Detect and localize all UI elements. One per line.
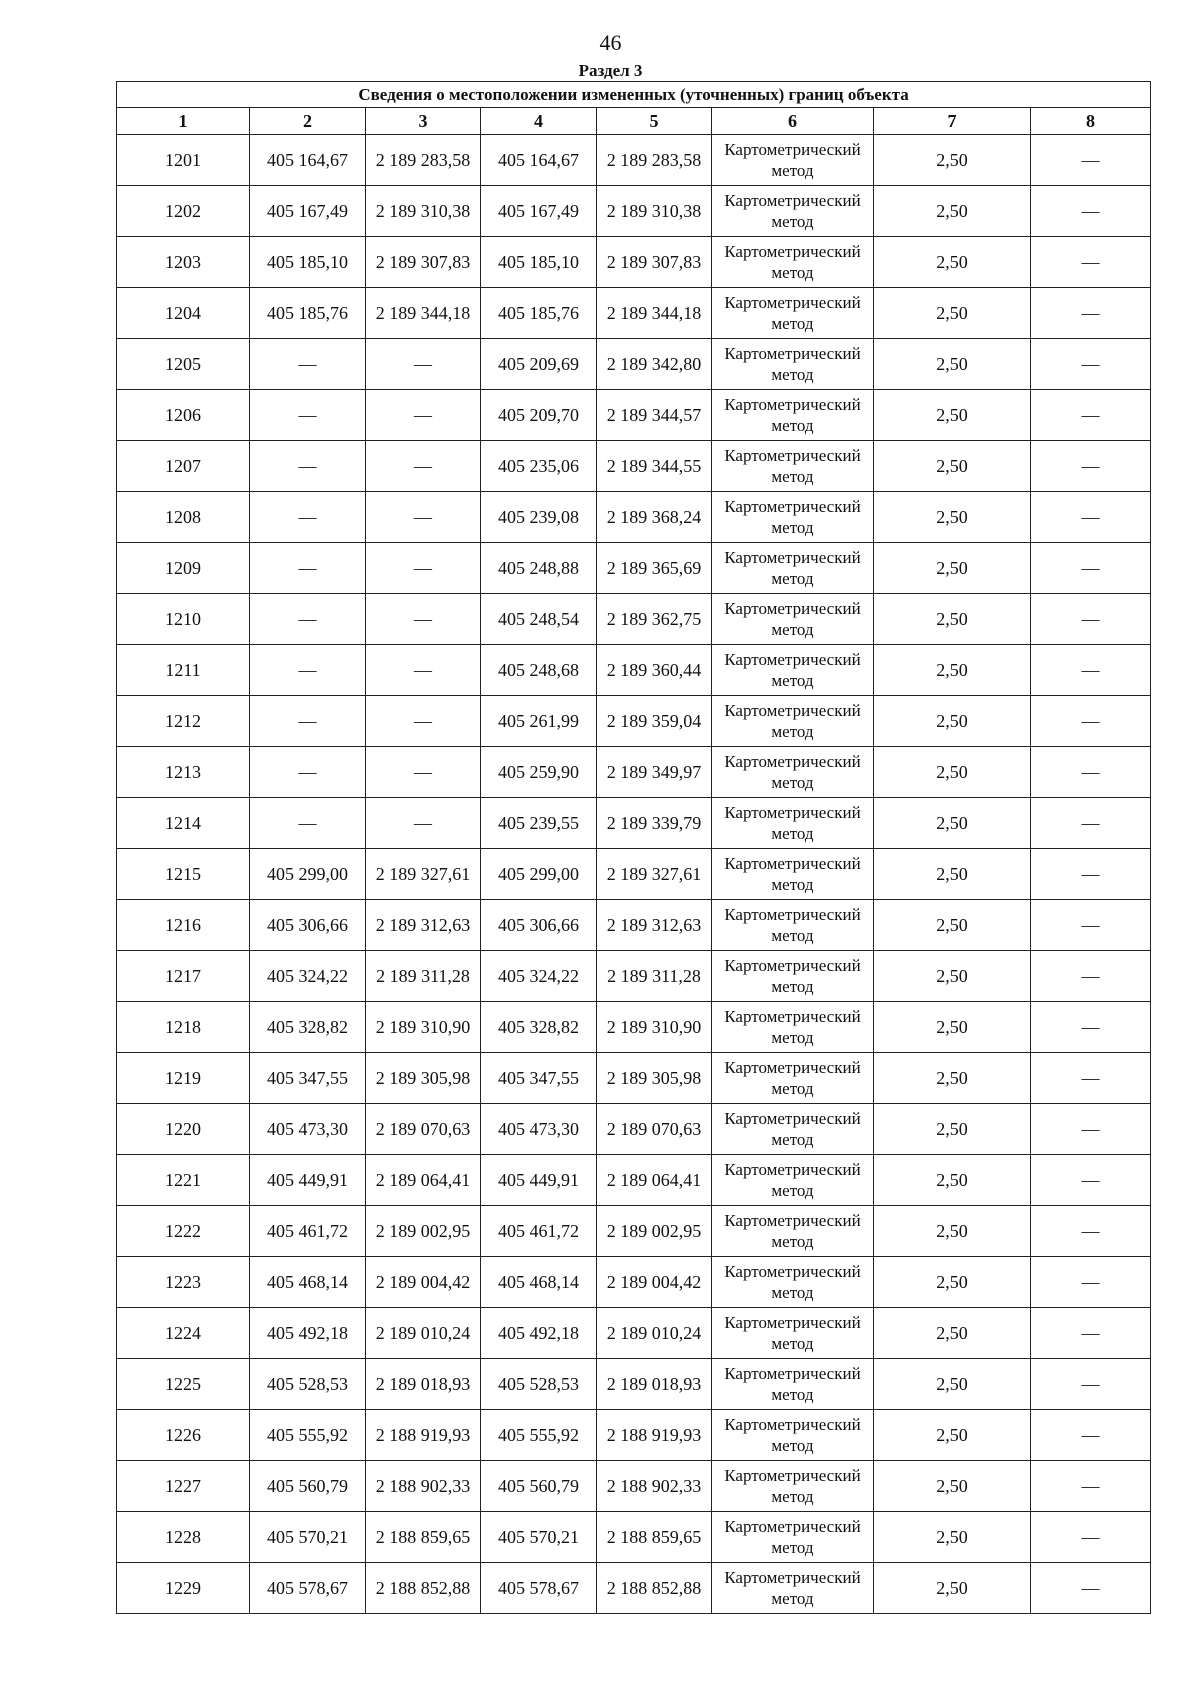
existing-y-cell: 2 189 311,28: [366, 951, 481, 1002]
description-cell: —: [1031, 1053, 1151, 1104]
refined-x-cell: 405 328,82: [481, 1002, 597, 1053]
description-cell: —: [1031, 747, 1151, 798]
existing-y-cell: 2 189 070,63: [366, 1104, 481, 1155]
existing-y-cell: 2 189 004,42: [366, 1257, 481, 1308]
description-cell: —: [1031, 594, 1151, 645]
existing-x-cell: —: [250, 747, 366, 798]
existing-x-cell: 405 324,22: [250, 951, 366, 1002]
table-row: [117, 441, 1151, 492]
refined-x-cell: 405 555,92: [481, 1410, 597, 1461]
table-row: [117, 849, 1151, 900]
accuracy-cell: 2,50: [874, 1461, 1031, 1512]
point-number-cell: 1212: [117, 696, 250, 747]
method-cell: Картометрический метод: [712, 900, 874, 951]
accuracy-cell: 2,50: [874, 339, 1031, 390]
refined-y-cell: 2 189 018,93: [597, 1359, 712, 1410]
point-number-cell: 1205: [117, 339, 250, 390]
accuracy-cell: 2,50: [874, 1410, 1031, 1461]
description-cell: —: [1031, 288, 1151, 339]
description-cell: —: [1031, 1104, 1151, 1155]
table-row: [117, 1104, 1151, 1155]
refined-x-cell: 405 185,76: [481, 288, 597, 339]
existing-y-cell: —: [366, 390, 481, 441]
point-number-cell: 1204: [117, 288, 250, 339]
refined-x-cell: 405 299,00: [481, 849, 597, 900]
refined-x-cell: 405 306,66: [481, 900, 597, 951]
description-cell: —: [1031, 1206, 1151, 1257]
existing-x-cell: 405 473,30: [250, 1104, 366, 1155]
existing-x-cell: 405 570,21: [250, 1512, 366, 1563]
method-cell: Картометрический метод: [712, 339, 874, 390]
existing-y-cell: 2 189 310,90: [366, 1002, 481, 1053]
method-cell: Картометрический метод: [712, 747, 874, 798]
description-cell: —: [1031, 339, 1151, 390]
accuracy-cell: 2,50: [874, 1002, 1031, 1053]
description-cell: —: [1031, 1002, 1151, 1053]
accuracy-cell: 2,50: [874, 1257, 1031, 1308]
point-number-cell: 1203: [117, 237, 250, 288]
table-row: [117, 798, 1151, 849]
description-cell: —: [1031, 492, 1151, 543]
refined-x-cell: 405 468,14: [481, 1257, 597, 1308]
method-cell: Картометрический метод: [712, 543, 874, 594]
existing-x-cell: —: [250, 339, 366, 390]
existing-y-cell: —: [366, 645, 481, 696]
point-number-cell: 1214: [117, 798, 250, 849]
accuracy-cell: 2,50: [874, 1359, 1031, 1410]
table-row: [117, 237, 1151, 288]
point-number-cell: 1216: [117, 900, 250, 951]
table-row: [117, 1461, 1151, 1512]
existing-y-cell: 2 188 859,65: [366, 1512, 481, 1563]
accuracy-cell: 2,50: [874, 849, 1031, 900]
accuracy-cell: 2,50: [874, 645, 1031, 696]
existing-y-cell: 2 189 283,58: [366, 135, 481, 186]
existing-y-cell: 2 188 902,33: [366, 1461, 481, 1512]
existing-y-cell: —: [366, 798, 481, 849]
column-number-header: 6: [712, 108, 874, 135]
table-caption: Сведения о местоположении измененных (уточненных) границ объекта: [117, 82, 1151, 108]
table-body: [117, 135, 1151, 1614]
description-cell: —: [1031, 1512, 1151, 1563]
point-number-cell: 1222: [117, 1206, 250, 1257]
table-row: [117, 1155, 1151, 1206]
existing-x-cell: —: [250, 696, 366, 747]
table-row: [117, 1563, 1151, 1614]
method-cell: Картометрический метод: [712, 1206, 874, 1257]
refined-y-cell: 2 189 010,24: [597, 1308, 712, 1359]
refined-x-cell: 405 185,10: [481, 237, 597, 288]
point-number-cell: 1215: [117, 849, 250, 900]
refined-x-cell: 405 164,67: [481, 135, 597, 186]
accuracy-cell: 2,50: [874, 951, 1031, 1002]
description-cell: —: [1031, 1410, 1151, 1461]
table-caption-row: [117, 82, 1151, 108]
method-cell: Картометрический метод: [712, 798, 874, 849]
point-number-cell: 1207: [117, 441, 250, 492]
table-row: [117, 135, 1151, 186]
method-cell: Картометрический метод: [712, 135, 874, 186]
point-number-cell: 1229: [117, 1563, 250, 1614]
existing-y-cell: —: [366, 594, 481, 645]
table-row: [117, 645, 1151, 696]
existing-x-cell: —: [250, 390, 366, 441]
refined-y-cell: 2 189 310,38: [597, 186, 712, 237]
accuracy-cell: 2,50: [874, 1563, 1031, 1614]
table-row: [117, 900, 1151, 951]
existing-y-cell: 2 189 327,61: [366, 849, 481, 900]
method-cell: Картометрический метод: [712, 1512, 874, 1563]
method-cell: Картометрический метод: [712, 1104, 874, 1155]
method-cell: Картометрический метод: [712, 849, 874, 900]
refined-x-cell: 405 259,90: [481, 747, 597, 798]
table-row: [117, 339, 1151, 390]
table-row: [117, 1308, 1151, 1359]
column-number-header: 4: [481, 108, 597, 135]
existing-x-cell: 405 449,91: [250, 1155, 366, 1206]
point-number-cell: 1228: [117, 1512, 250, 1563]
description-cell: —: [1031, 1155, 1151, 1206]
refined-x-cell: 405 209,69: [481, 339, 597, 390]
refined-y-cell: 2 189 344,18: [597, 288, 712, 339]
refined-x-cell: 405 528,53: [481, 1359, 597, 1410]
refined-y-cell: 2 189 310,90: [597, 1002, 712, 1053]
section-title: Раздел 3: [578, 61, 643, 80]
existing-y-cell: 2 188 919,93: [366, 1410, 481, 1461]
refined-y-cell: 2 189 311,28: [597, 951, 712, 1002]
existing-x-cell: 405 167,49: [250, 186, 366, 237]
point-number-cell: 1206: [117, 390, 250, 441]
point-number-cell: 1217: [117, 951, 250, 1002]
method-cell: Картометрический метод: [712, 288, 874, 339]
existing-y-cell: 2 189 018,93: [366, 1359, 481, 1410]
column-number-header: 8: [1031, 108, 1151, 135]
existing-x-cell: 405 299,00: [250, 849, 366, 900]
refined-y-cell: 2 189 339,79: [597, 798, 712, 849]
accuracy-cell: 2,50: [874, 186, 1031, 237]
method-cell: Картометрический метод: [712, 1563, 874, 1614]
description-cell: —: [1031, 696, 1151, 747]
refined-x-cell: 405 235,06: [481, 441, 597, 492]
method-cell: Картометрический метод: [712, 1308, 874, 1359]
existing-x-cell: 405 185,10: [250, 237, 366, 288]
column-number-header: 3: [366, 108, 481, 135]
table-row: [117, 186, 1151, 237]
method-cell: Картометрический метод: [712, 696, 874, 747]
existing-x-cell: 405 347,55: [250, 1053, 366, 1104]
refined-x-cell: 405 167,49: [481, 186, 597, 237]
existing-x-cell: —: [250, 798, 366, 849]
refined-y-cell: 2 189 064,41: [597, 1155, 712, 1206]
point-number-cell: 1219: [117, 1053, 250, 1104]
table-row: [117, 1002, 1151, 1053]
refined-x-cell: 405 473,30: [481, 1104, 597, 1155]
table-row: [117, 492, 1151, 543]
point-number-cell: 1201: [117, 135, 250, 186]
point-number-cell: 1224: [117, 1308, 250, 1359]
description-cell: —: [1031, 1308, 1151, 1359]
refined-x-cell: 405 492,18: [481, 1308, 597, 1359]
refined-x-cell: 405 449,91: [481, 1155, 597, 1206]
refined-y-cell: 2 189 004,42: [597, 1257, 712, 1308]
column-number-row: [117, 108, 1151, 135]
table-row: [117, 1512, 1151, 1563]
refined-x-cell: 405 248,54: [481, 594, 597, 645]
description-cell: —: [1031, 951, 1151, 1002]
refined-x-cell: 405 239,08: [481, 492, 597, 543]
column-number-header: 7: [874, 108, 1031, 135]
accuracy-cell: 2,50: [874, 1104, 1031, 1155]
existing-x-cell: 405 468,14: [250, 1257, 366, 1308]
refined-x-cell: 405 347,55: [481, 1053, 597, 1104]
description-cell: —: [1031, 390, 1151, 441]
description-cell: —: [1031, 543, 1151, 594]
existing-y-cell: —: [366, 441, 481, 492]
column-number-header: 2: [250, 108, 366, 135]
refined-y-cell: 2 189 344,57: [597, 390, 712, 441]
existing-x-cell: 405 164,67: [250, 135, 366, 186]
refined-y-cell: 2 189 365,69: [597, 543, 712, 594]
existing-x-cell: —: [250, 594, 366, 645]
accuracy-cell: 2,50: [874, 747, 1031, 798]
refined-y-cell: 2 188 852,88: [597, 1563, 712, 1614]
existing-x-cell: 405 560,79: [250, 1461, 366, 1512]
description-cell: —: [1031, 645, 1151, 696]
refined-y-cell: 2 189 327,61: [597, 849, 712, 900]
refined-y-cell: 2 189 305,98: [597, 1053, 712, 1104]
accuracy-cell: 2,50: [874, 1155, 1031, 1206]
existing-y-cell: 2 188 852,88: [366, 1563, 481, 1614]
accuracy-cell: 2,50: [874, 1512, 1031, 1563]
description-cell: —: [1031, 186, 1151, 237]
existing-y-cell: —: [366, 747, 481, 798]
accuracy-cell: 2,50: [874, 900, 1031, 951]
refined-y-cell: 2 189 283,58: [597, 135, 712, 186]
existing-y-cell: 2 189 305,98: [366, 1053, 481, 1104]
existing-y-cell: 2 189 312,63: [366, 900, 481, 951]
refined-y-cell: 2 189 342,80: [597, 339, 712, 390]
existing-x-cell: 405 185,76: [250, 288, 366, 339]
column-number-header: 1: [117, 108, 250, 135]
description-cell: —: [1031, 900, 1151, 951]
existing-x-cell: 405 492,18: [250, 1308, 366, 1359]
table-row: [117, 543, 1151, 594]
existing-y-cell: —: [366, 339, 481, 390]
refined-x-cell: 405 209,70: [481, 390, 597, 441]
point-number-cell: 1225: [117, 1359, 250, 1410]
accuracy-cell: 2,50: [874, 237, 1031, 288]
existing-x-cell: —: [250, 492, 366, 543]
refined-x-cell: 405 560,79: [481, 1461, 597, 1512]
description-cell: —: [1031, 1257, 1151, 1308]
refined-y-cell: 2 188 902,33: [597, 1461, 712, 1512]
method-cell: Картометрический метод: [712, 1155, 874, 1206]
method-cell: Картометрический метод: [712, 492, 874, 543]
method-cell: Картометрический метод: [712, 1053, 874, 1104]
method-cell: Картометрический метод: [712, 1461, 874, 1512]
point-number-cell: 1208: [117, 492, 250, 543]
description-cell: —: [1031, 237, 1151, 288]
boundary-coordinates-table: [116, 81, 1151, 1614]
method-cell: Картометрический метод: [712, 186, 874, 237]
point-number-cell: 1210: [117, 594, 250, 645]
accuracy-cell: 2,50: [874, 492, 1031, 543]
point-number-cell: 1213: [117, 747, 250, 798]
existing-y-cell: 2 189 002,95: [366, 1206, 481, 1257]
existing-x-cell: 405 555,92: [250, 1410, 366, 1461]
method-cell: Картометрический метод: [712, 237, 874, 288]
refined-y-cell: 2 189 359,04: [597, 696, 712, 747]
description-cell: —: [1031, 1461, 1151, 1512]
existing-y-cell: —: [366, 492, 481, 543]
refined-y-cell: 2 188 919,93: [597, 1410, 712, 1461]
point-number-cell: 1209: [117, 543, 250, 594]
point-number-cell: 1202: [117, 186, 250, 237]
existing-x-cell: 405 461,72: [250, 1206, 366, 1257]
existing-x-cell: 405 328,82: [250, 1002, 366, 1053]
refined-y-cell: 2 189 344,55: [597, 441, 712, 492]
point-number-cell: 1226: [117, 1410, 250, 1461]
method-cell: Картометрический метод: [712, 645, 874, 696]
accuracy-cell: 2,50: [874, 696, 1031, 747]
method-cell: Картометрический метод: [712, 1359, 874, 1410]
existing-y-cell: 2 189 064,41: [366, 1155, 481, 1206]
existing-x-cell: —: [250, 441, 366, 492]
existing-y-cell: 2 189 344,18: [366, 288, 481, 339]
table-row: [117, 1257, 1151, 1308]
method-cell: Картометрический метод: [712, 441, 874, 492]
description-cell: —: [1031, 441, 1151, 492]
point-number-cell: 1220: [117, 1104, 250, 1155]
accuracy-cell: 2,50: [874, 1053, 1031, 1104]
accuracy-cell: 2,50: [874, 798, 1031, 849]
refined-y-cell: 2 189 070,63: [597, 1104, 712, 1155]
accuracy-cell: 2,50: [874, 441, 1031, 492]
table-row: [117, 696, 1151, 747]
accuracy-cell: 2,50: [874, 288, 1031, 339]
table-row: [117, 390, 1151, 441]
table-row: [117, 747, 1151, 798]
method-cell: Картометрический метод: [712, 1257, 874, 1308]
existing-y-cell: —: [366, 696, 481, 747]
existing-x-cell: —: [250, 543, 366, 594]
accuracy-cell: 2,50: [874, 594, 1031, 645]
point-number-cell: 1223: [117, 1257, 250, 1308]
method-cell: Картометрический метод: [712, 951, 874, 1002]
refined-x-cell: 405 239,55: [481, 798, 597, 849]
existing-x-cell: 405 306,66: [250, 900, 366, 951]
table-row: [117, 1410, 1151, 1461]
description-cell: —: [1031, 1563, 1151, 1614]
existing-y-cell: 2 189 010,24: [366, 1308, 481, 1359]
existing-x-cell: 405 528,53: [250, 1359, 366, 1410]
table-row: [117, 1053, 1151, 1104]
refined-y-cell: 2 189 002,95: [597, 1206, 712, 1257]
accuracy-cell: 2,50: [874, 390, 1031, 441]
refined-y-cell: 2 189 349,97: [597, 747, 712, 798]
page-number: 46: [599, 30, 622, 55]
table-row: [117, 1206, 1151, 1257]
existing-x-cell: —: [250, 645, 366, 696]
column-number-header: 5: [597, 108, 712, 135]
table-row: [117, 594, 1151, 645]
refined-x-cell: 405 324,22: [481, 951, 597, 1002]
method-cell: Картометрический метод: [712, 1410, 874, 1461]
refined-y-cell: 2 189 368,24: [597, 492, 712, 543]
description-cell: —: [1031, 1359, 1151, 1410]
refined-y-cell: 2 189 360,44: [597, 645, 712, 696]
refined-y-cell: 2 188 859,65: [597, 1512, 712, 1563]
description-cell: —: [1031, 135, 1151, 186]
accuracy-cell: 2,50: [874, 1206, 1031, 1257]
refined-y-cell: 2 189 362,75: [597, 594, 712, 645]
existing-y-cell: 2 189 310,38: [366, 186, 481, 237]
point-number-cell: 1211: [117, 645, 250, 696]
description-cell: —: [1031, 798, 1151, 849]
method-cell: Картометрический метод: [712, 1002, 874, 1053]
point-number-cell: 1221: [117, 1155, 250, 1206]
method-cell: Картометрический метод: [712, 390, 874, 441]
refined-x-cell: 405 248,88: [481, 543, 597, 594]
table-row: [117, 288, 1151, 339]
table-row: [117, 951, 1151, 1002]
point-number-cell: 1227: [117, 1461, 250, 1512]
refined-x-cell: 405 578,67: [481, 1563, 597, 1614]
refined-x-cell: 405 248,68: [481, 645, 597, 696]
accuracy-cell: 2,50: [874, 543, 1031, 594]
point-number-cell: 1218: [117, 1002, 250, 1053]
existing-y-cell: —: [366, 543, 481, 594]
refined-y-cell: 2 189 312,63: [597, 900, 712, 951]
description-cell: —: [1031, 849, 1151, 900]
method-cell: Картометрический метод: [712, 594, 874, 645]
refined-x-cell: 405 261,99: [481, 696, 597, 747]
refined-x-cell: 405 461,72: [481, 1206, 597, 1257]
existing-y-cell: 2 189 307,83: [366, 237, 481, 288]
refined-y-cell: 2 189 307,83: [597, 237, 712, 288]
refined-x-cell: 405 570,21: [481, 1512, 597, 1563]
table-row: [117, 1359, 1151, 1410]
accuracy-cell: 2,50: [874, 135, 1031, 186]
existing-x-cell: 405 578,67: [250, 1563, 366, 1614]
accuracy-cell: 2,50: [874, 1308, 1031, 1359]
